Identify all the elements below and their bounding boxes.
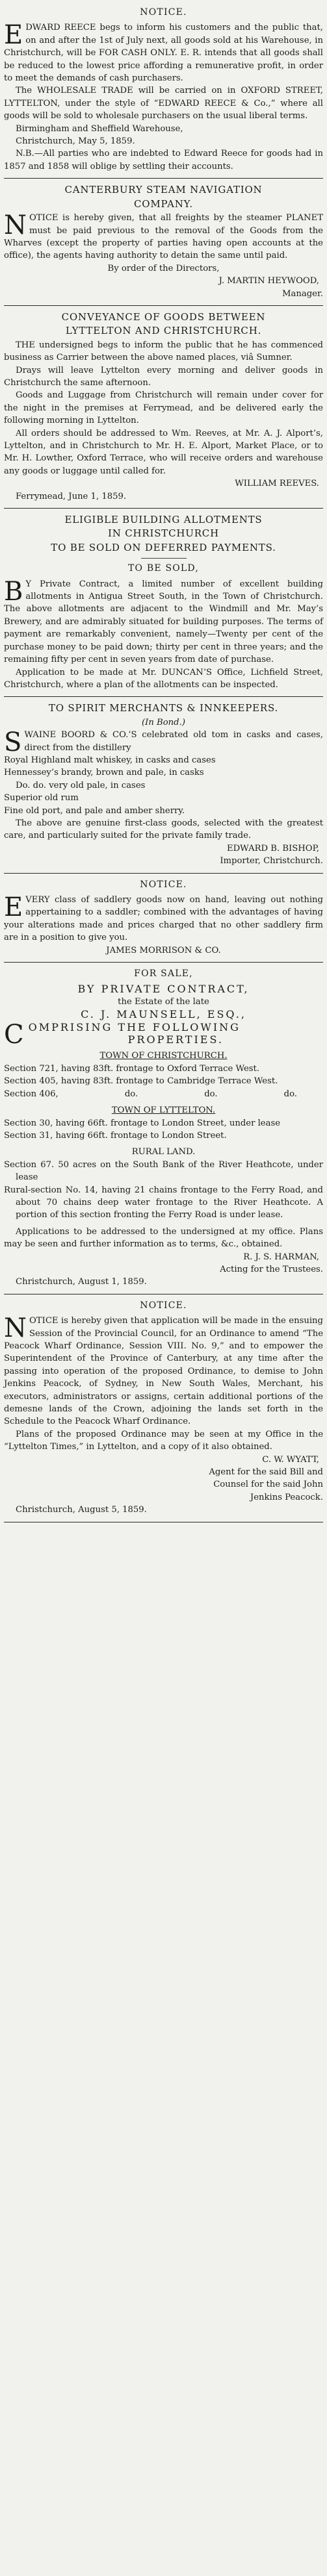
company-heading: CANTERBURY STEAM NAVIGATION (64, 184, 263, 196)
signatory: R. J. S. HARMAN, (243, 1252, 319, 1262)
signatory-title: Agent for the said Bill and (209, 1467, 323, 1478)
notice-paragraph: Application to be made at Mr. DUNCAN’S Office, Lichfield Street, Christchurch, where a plan of the allotments can be inspected. (4, 667, 323, 690)
property-item: Section 67. 50 acres on the South Bank of the River Heathcote, under lease (4, 1159, 323, 1183)
signatory: J. MARTIN HEYWOOD, (218, 276, 319, 286)
maunsell-estate-notice (4, 968, 323, 1289)
notice-paragraph: The above are genuine first-class goods, selected with the greatest care, and particularly suited for the private family trade. (4, 818, 323, 841)
drop-cap: N (4, 1313, 27, 1344)
notice-heading: NOTICE. (140, 7, 187, 18)
spirit-merchants-notice (4, 702, 323, 867)
company-heading-2: COMPANY. (134, 197, 193, 210)
private-contract-heading: BY PRIVATE CONTRACT, (77, 983, 250, 996)
signatory: WILLIAM REEVES. (235, 479, 319, 489)
allotments-notice (4, 514, 323, 691)
notice-body: Y Private Contract, a limited number of excellent building allotments in Antigua Street South, in the Town of Christchurch. The above allotments are adjacent to the Windmill and Mr. May’s Brewery, and are admirably situated for building purposes. The terms of payment are remarkably convenient, namely—Twenty per cent of the purchase money to be paid down; thirty per cent in three years; and the remaining fifty per cent in seven years from date of purchase. (4, 579, 323, 665)
divider (4, 305, 323, 306)
peacock-wharf-notice (4, 1300, 323, 1517)
drop-cap: E (4, 20, 23, 51)
spirit-heading: TO SPIRIT MERCHANTS & INNKEEPERS. (48, 702, 279, 714)
signatory: EDWARD B. BISHOP, (226, 843, 319, 853)
properties-line: PROPERTIES. (127, 1033, 224, 1046)
notice-date: Christchurch, August 5, 1859. (16, 1505, 147, 1515)
notice-paragraph: Applications to be addressed to the undersigned at my office. Plans may be seen and further information as to terms, &c., obtained. (4, 1226, 323, 1250)
to-be-sold-heading: TO BE SOLD, (128, 563, 199, 574)
notice-body: THE undersigned begs to inform the public that he has commenced business as Carrier between the above named places, viâ Sumner. (4, 340, 323, 363)
newspaper-column (4, 0, 323, 1522)
notice-paragraph: Goods and Luggage from Christchurch will remain under cover for the night in the premises at Ferrymead, and be delivered early the following morning in Lyttelton. (4, 390, 323, 426)
signatory-title: Jenkins Peacock. (250, 1492, 323, 1502)
property-section: Section 406, (4, 1089, 59, 1099)
allotments-heading-2: IN CHRISTCHURCH (108, 527, 219, 540)
reece-notice (4, 6, 323, 173)
divider (4, 178, 323, 179)
divider (4, 508, 323, 509)
signatory-title: Manager. (281, 288, 323, 299)
divider (4, 696, 323, 697)
divider (4, 873, 323, 874)
notice-date: Ferrymead, June 1, 1859. (16, 491, 127, 501)
property-item: Rural-section No. 14, having 21 chains frontage to the Ferry Road, and about 70 chains deep water frontage to the River Heathcote. A portion of this section fronting the Ferry Road is under lease. (4, 1185, 323, 1220)
allotments-heading-3: TO BE SOLD ON DEFERRED PAYMENTS. (51, 541, 276, 553)
ditto: do. (283, 1089, 297, 1099)
short-divider (141, 558, 187, 559)
conveyance-notice (4, 311, 323, 503)
rural-heading: RURAL LAND. (131, 1147, 196, 1157)
notice-nb: N.B.—All parties who are indebted to Edward Reece for goods had in 1857 and 1858 will oblige by settling their accounts. (4, 149, 323, 171)
notice-body: OTICE is hereby given, that all freights by the steamer PLANET must be paid previous to the removal of the Goods from the Wharves (except the property of parties having open accounts at the office), the agents having authority to detain the same until paid. (4, 213, 323, 261)
notice-paragraph: All orders should be addressed to Wm. Reeves, at Mr. A. J. Alport’s, Lyttelton, and in Christchurch to Mr. H. E. Alport, Market Place, or to Mr. H. Lowther, Oxford Terrace, who will receive orders and warehouse any goods or luggage until called for. (4, 428, 323, 476)
goods-item: Superior old rum (4, 793, 79, 803)
estate-line: the Estate of the late (118, 996, 209, 1007)
notice-body: OTICE is hereby given that application will be made in the ensuing Session of the Provincial Council, for an Ordinance to amend “The Peacock Wharf Ordinance, Session VIII. No. 9,” and to empower the Superintendent of the Province of Canterbury, at any time after the passing into operation of the proposed Ordinance, to demise to John Jenkins Peacock, of Sydney, in New South Wales, Merchant, his executors, administrators or assigns, certain additional portions of the demesne lands of the Crown, adjoining the lands set forth in the Schedule to the Peacock Wharf Ordinance. (4, 1316, 323, 1427)
notice-paragraph: Plans of the proposed Ordinance may be seen at my Office in the “Lyttelton Times,” in Lyttelton, and a copy of it also obtained. (4, 1429, 323, 1452)
signatory-title: Counsel for the said John (213, 1480, 323, 1490)
comprising-line: OMPRISING THE FOLLOWING (28, 1020, 241, 1033)
for-sale-heading: FOR SALE, (134, 968, 193, 979)
divider (4, 962, 323, 963)
in-bond-line: (In Bond.) (142, 717, 185, 727)
saddlery-notice (4, 879, 323, 957)
notice-body: WAINE BOORD & CO.’S celebrated old tom in casks and cases, direct from the distillery (24, 730, 323, 753)
town-heading: TOWN OF LYTTELTON. (111, 1105, 216, 1116)
notice-paragraph: The WHOLESALE TRADE will be carried on in OXFORD STREET, LYTTELTON, under the style of “EDWARD REECE & Co.,” where all goods will be sold to wholesale purchasers on the usual liberal terms. (4, 86, 323, 121)
steam-navigation-notice (4, 184, 323, 300)
property-item (4, 1088, 323, 1100)
property-item: Section 405, having 83ft. frontage to Cambridge Terrace West. (4, 1076, 278, 1087)
drop-cap: N (4, 210, 27, 241)
ditto: do. (124, 1089, 138, 1099)
property-item: Section 31, having 66ft. frontage to London Street. (4, 1130, 227, 1141)
allotments-heading: ELIGIBLE BUILDING ALLOTMENTS (64, 514, 263, 526)
by-order-line: By order of the Directors, (107, 263, 220, 273)
notice-paragraph: Drays will leave Lyttelton every morning and deliver goods in Christchurch the same afternoon. (4, 365, 323, 388)
notice-date: Christchurch, August 1, 1859. (16, 1277, 147, 1287)
goods-item: Hennessey’s brandy, brown and pale, in casks (4, 768, 204, 778)
notice-heading: NOTICE. (140, 879, 187, 890)
conveyance-heading: CONVEYANCE OF GOODS BETWEEN (61, 310, 266, 323)
property-item: Section 30, having 66ft. frontage to London Street, under lease (4, 1118, 281, 1128)
drop-cap: B (4, 576, 23, 607)
signatory: C. W. WYATT, (262, 1454, 319, 1465)
notice-body: VERY class of saddlery goods now on hand, leaving out nothing appertaining to a saddler; combined with the advantages of having your alterations made and prices charged that no other saddlery firm are in a position to give you. (4, 895, 323, 943)
notice-heading: NOTICE. (140, 1300, 187, 1311)
conveyance-heading-2: LYTTELTON AND CHRISTCHURCH. (65, 325, 262, 337)
drop-cap: E (4, 892, 23, 922)
notice-date: Christchurch, May 5, 1859. (16, 136, 135, 147)
signatory: JAMES MORRISON & CO. (106, 945, 221, 955)
drop-cap: C (4, 1019, 26, 1050)
goods-item: Royal Highland malt whiskey, in casks and cases (4, 755, 216, 765)
estate-name: C. J. MAUNSELL, ESQ., (81, 1008, 246, 1021)
signatory-title: Acting for the Trustees. (220, 1264, 323, 1274)
drop-cap: S (4, 727, 22, 758)
signatory-title: Importer, Christchurch. (220, 856, 323, 866)
property-item: Section 721, having 83ft. frontage to Oxford Terrace West. (4, 1063, 260, 1074)
notice-body: DWARD REECE begs to inform his customers and the public that, on and after the 1st of July next, all goods sold at his Warehouse, in Christchurch, will be FOR CASH ONLY. E. R. intends that all goods shall be reduced to the lowest price affording a remunerative profit, in order to meet the demands of cash purchasers. (4, 23, 323, 84)
goods-item: Fine old port, and pale and amber sherry. (4, 805, 185, 816)
town-heading: TOWN OF CHRISTCHURCH. (99, 1051, 228, 1061)
goods-item: Do. do. very old pale, in cases (16, 780, 146, 790)
notice-address: Birmingham and Sheffield Warehouse, (16, 123, 183, 134)
ditto: do. (204, 1089, 218, 1099)
